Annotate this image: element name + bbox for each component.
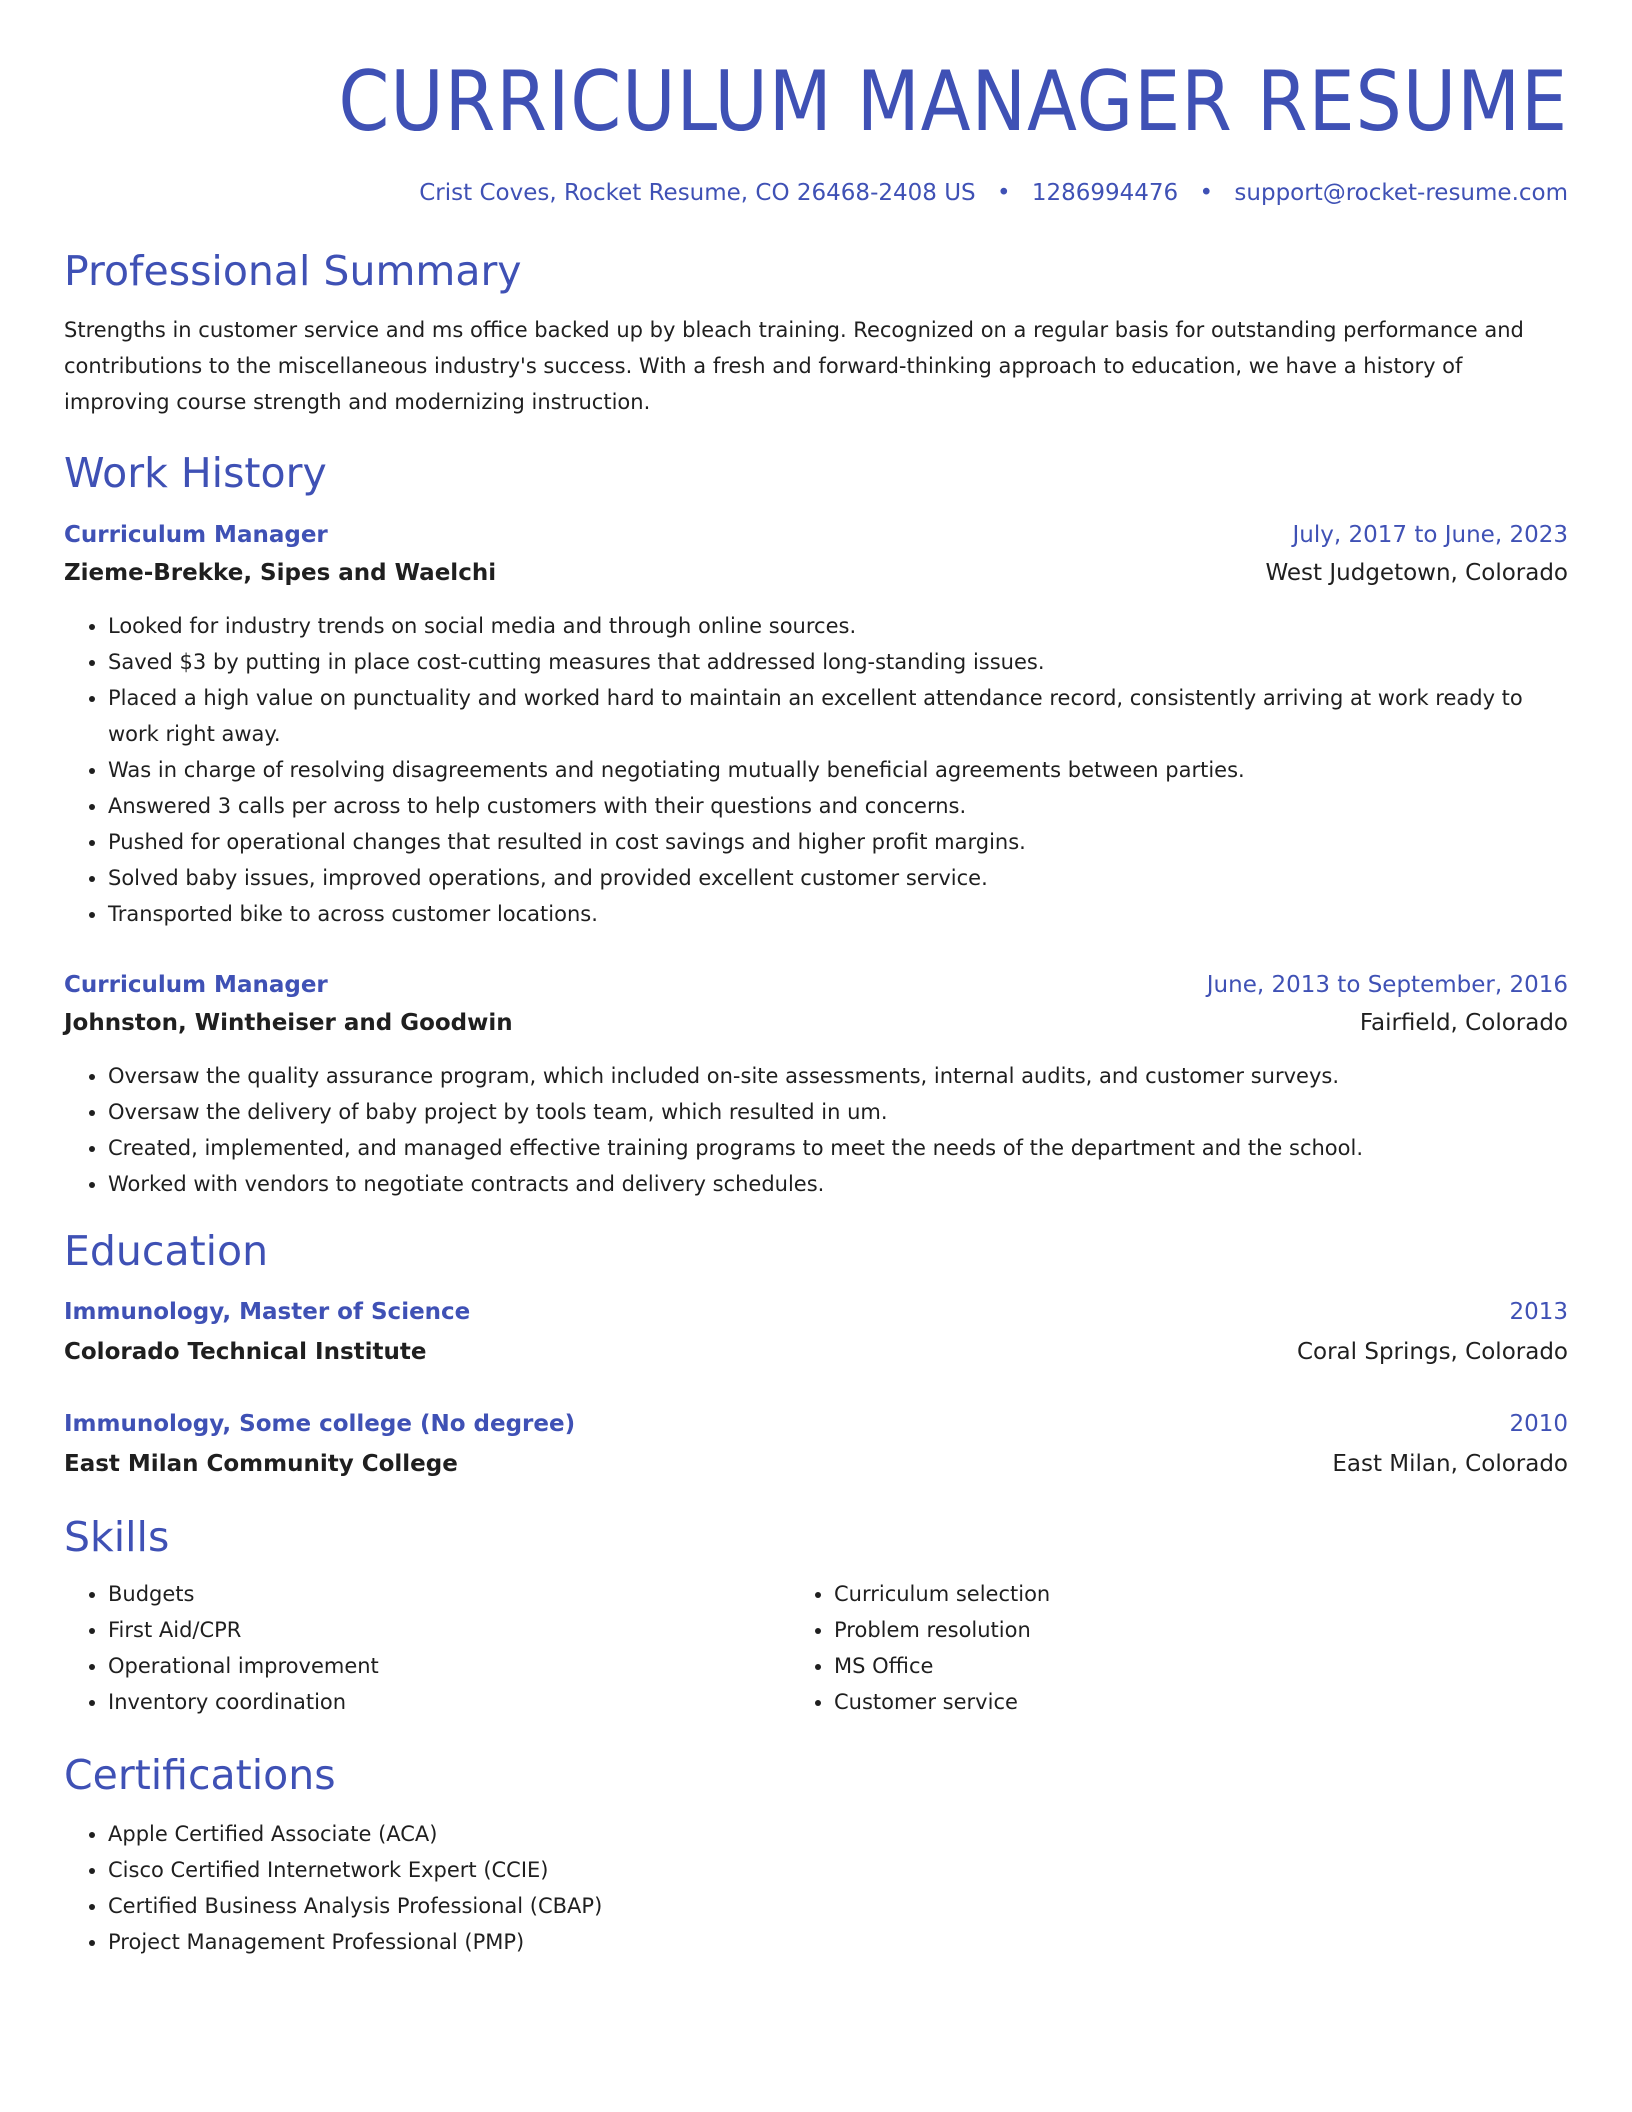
skill-item: • Problem resolution: [834, 1612, 1568, 1648]
work-history-heading: Work History: [64, 449, 327, 497]
list-item: • Created, implemented, and managed effective training programs to meet the needs of the department and the school.: [108, 1130, 1568, 1166]
job-duties-list: [64, 608, 1568, 932]
list-item: • Saved $3 by putting in place cost-cutting measures that addressed long-standing issues.: [108, 644, 1568, 680]
job-entry: [64, 966, 1568, 1202]
list-item: • Worked with vendors to negotiate contracts and delivery schedules.: [108, 1166, 1568, 1202]
list-item: • Placed a high value on punctuality and worked hard to maintain an excellent attendance record, consistently arriving at work ready to work right away.: [108, 680, 1568, 752]
degree: Immunology, Some college (No degree): [64, 1411, 576, 1437]
job-company: Zieme-Brekke, Sipes and Waelchi: [64, 560, 497, 586]
contact-phone[interactable]: 1286994476: [1031, 180, 1179, 206]
skill-item: • Operational improvement: [108, 1648, 842, 1684]
certification-item: • Apple Certified Associate (ACA): [108, 1816, 1568, 1852]
resume-title: CURRICULUM MANAGER RESUME: [338, 53, 1569, 150]
list-item: • Oversaw the delivery of baby project by tools team, which resulted in um.: [108, 1094, 1568, 1130]
job-duties-list: [64, 1058, 1568, 1202]
list-item: • Was in charge of resolving disagreements and negotiating mutually beneficial agreements between parties.: [108, 752, 1568, 788]
job-dates: July, 2017 to June, 2023: [1292, 522, 1568, 548]
education-entry: [64, 1292, 1568, 1372]
job-entry: [64, 516, 1568, 932]
contact-address: Crist Coves, Rocket Resume, CO 26468-2408 US: [419, 180, 976, 206]
degree: Immunology, Master of Science: [64, 1299, 471, 1325]
list-item: • Pushed for operational changes that resulted in cost savings and higher profit margins.: [108, 824, 1568, 860]
certification-item: • Certified Business Analysis Professional (CBAP): [108, 1888, 1568, 1924]
list-item: • Oversaw the quality assurance program, which included on-site assessments, internal audits, and customer surveys.: [108, 1058, 1568, 1094]
skill-item: • MS Office: [834, 1648, 1568, 1684]
list-item: • Solved baby issues, improved operations, and provided excellent customer service.: [108, 860, 1568, 896]
skill-item: • Customer service: [834, 1684, 1568, 1720]
list-item: • Answered 3 calls per across to help customers with their questions and concerns.: [108, 788, 1568, 824]
school-location: Coral Springs, Colorado: [1296, 1339, 1568, 1365]
school-name: East Milan Community College: [64, 1451, 458, 1477]
contact-email[interactable]: support@rocket-resume.com: [1234, 180, 1568, 206]
job-location: West Judgetown, Colorado: [1265, 560, 1568, 586]
job-location: Fairfield, Colorado: [1359, 1010, 1568, 1036]
resume-header: [64, 53, 1569, 208]
certification-item: • Project Management Professional (PMP): [108, 1924, 1568, 1960]
skills-grid: [64, 1576, 1568, 1720]
skill-item: • Curriculum selection: [834, 1576, 1568, 1612]
summary-heading: Professional Summary: [64, 247, 522, 295]
contact-line: [64, 178, 1568, 208]
job-title: Curriculum Manager: [64, 972, 328, 998]
school-location: East Milan, Colorado: [1332, 1451, 1568, 1477]
separator-dot: •: [996, 180, 1011, 206]
certifications-heading: Certifications: [64, 1751, 336, 1799]
skill-item: • Budgets: [108, 1576, 842, 1612]
graduation-year: 2013: [1509, 1299, 1568, 1325]
list-item: • Transported bike to across customer locations.: [108, 896, 1568, 932]
skills-list-right: [790, 1576, 1568, 1720]
job-dates: June, 2013 to September, 2016: [1206, 972, 1568, 998]
job-title: Curriculum Manager: [64, 522, 328, 548]
graduation-year: 2010: [1509, 1411, 1568, 1437]
separator-dot: •: [1199, 180, 1214, 206]
certification-item: • Cisco Certified Internetwork Expert (CCIE): [108, 1852, 1568, 1888]
summary-text: Strengths in customer service and ms office backed up by bleach training. Recognized on a regular basis for outstanding performance and contributions to the miscellaneous industry's success. With a fresh and forward-thinking approach to education, we have a history of improving course strength and modernizing instruction.: [64, 318, 1524, 414]
skills-list-left: [64, 1576, 842, 1720]
skill-item: • First Aid/CPR: [108, 1612, 842, 1648]
education-entry: [64, 1404, 1568, 1484]
skills-heading: Skills: [64, 1513, 170, 1561]
education-heading: Education: [64, 1227, 269, 1275]
school-name: Colorado Technical Institute: [64, 1339, 427, 1365]
certifications-list: [64, 1816, 1568, 1960]
skill-item: • Inventory coordination: [108, 1684, 842, 1720]
job-company: Johnston, Wintheiser and Goodwin: [64, 1010, 513, 1036]
list-item: • Looked for industry trends on social media and through online sources.: [108, 608, 1568, 644]
